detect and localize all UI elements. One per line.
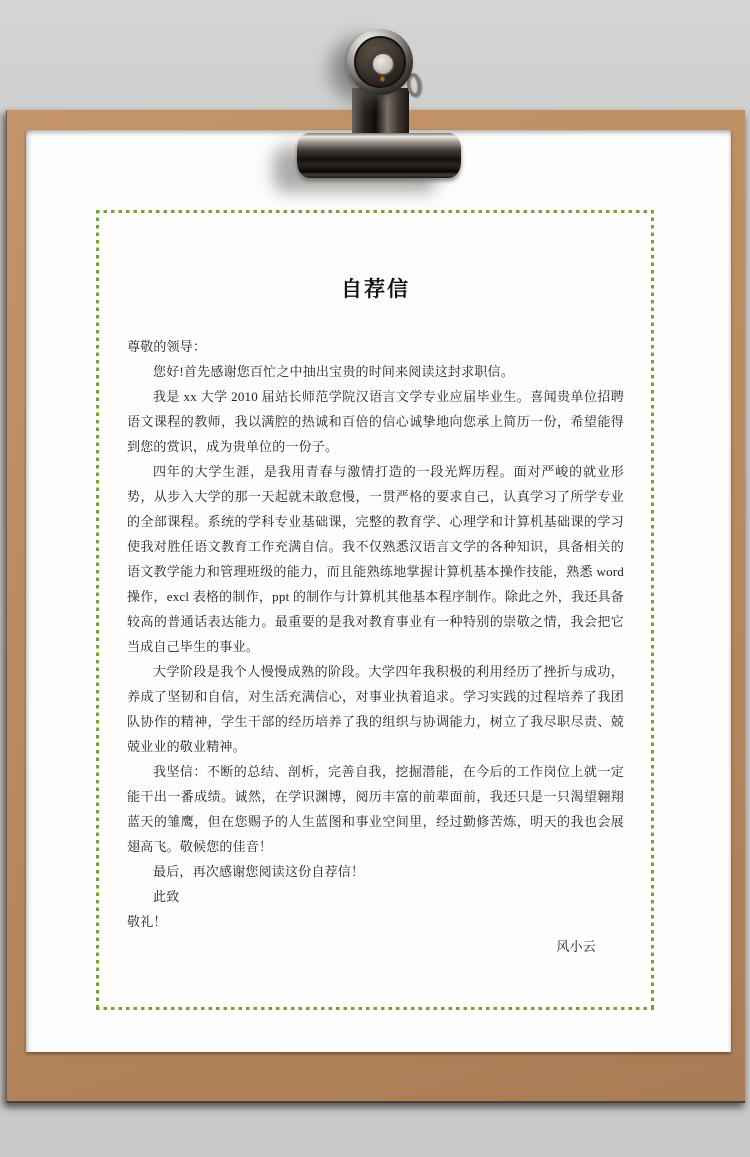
letter-salutation: 尊敬的领导： bbox=[127, 339, 207, 354]
letter-signature: 风小云 bbox=[556, 939, 596, 954]
clip-ring bbox=[347, 29, 413, 95]
letter-title: 自荐信 bbox=[341, 277, 410, 301]
dashed-border-left bbox=[96, 210, 99, 1010]
letter-content bbox=[127, 276, 624, 959]
letter-paragraph: 最后，再次感谢您阅读这份自荐信！ bbox=[153, 864, 365, 879]
clip-hook-loop bbox=[405, 72, 422, 98]
letter-paragraph: 我坚信：不断的总结、剖析，完善自我，挖掘潜能，在今后的工作岗位上就一定能干出一番成绩。诚然，在学识渊博，阅历丰富的前辈面前，我还只是一只渴望翱翔蓝天的雏鹰，但在您赐予的人生蓝图和事业空间里，经过勤修苦炼，明天的我也会展翅高飞。敬候您的佳音！ bbox=[127, 764, 624, 854]
clip-glint bbox=[380, 76, 385, 82]
letter-paragraph: 此致 bbox=[153, 889, 180, 904]
letter-paragraph: 大学阶段是我个人慢慢成熟的阶段。大学四年我积极的利用经历了挫折与成功，养成了坚韧和自信，对生活充满信心，对事业执着追求。学习实践的过程培养了我团队协作的精神，学生干部的经历培养了我的组织与协调能力，树立了我尽职尽责、兢兢业业的敬业精神。 bbox=[127, 664, 624, 754]
dashed-border-right bbox=[651, 210, 654, 1010]
clip-hole bbox=[373, 54, 393, 74]
letter-paper bbox=[26, 130, 731, 1052]
letter-paragraph: 四年的大学生涯，是我用青春与激情打造的一段光辉历程。面对严峻的就业形势，从步入大学的那一天起就未敢怠慢，一贯严格的要求自己，认真学习了所学专业的全部课程。系统的学科专业基础课，完整的教育学、心理学和计算机基础课的学习使我对胜任语文教育工作充满自信。我不仅熟悉汉语言文学的各种知识，具备相关的语文教学能力和管理班级的能力，而且能熟练地掌握计算机基本操作技能，熟悉 word 操作，excl 表格的制作，ppt 的制作与计算机其他基本程序制作。除此之外，我还具备较高的普通话表达能力。最重要的是我对教育事业有一种特别的崇敬之情，我会把它当成自己毕生的事业。 bbox=[127, 464, 624, 654]
letter-closing: 敬礼！ bbox=[127, 914, 167, 929]
dashed-border-top bbox=[96, 210, 654, 213]
clipboard-board bbox=[6, 110, 745, 1103]
letter-paragraph: 您好!首先感谢您百忙之中抽出宝贵的时间来阅读这封求职信。 bbox=[153, 364, 514, 379]
letter-paragraph: 我是 xx 大学 2010 届站长师范学院汉语言文学专业应届毕业生。喜闻贵单位招聘语文课程的教师，我以满腔的热诚和百倍的信心诚挚地向您承上简历一份，希望能得到您的赏识，成为贵单位的一份子。 bbox=[127, 389, 624, 454]
letter-body bbox=[127, 359, 624, 909]
dashed-border-bottom bbox=[96, 1007, 654, 1010]
clip-disc bbox=[354, 36, 406, 88]
